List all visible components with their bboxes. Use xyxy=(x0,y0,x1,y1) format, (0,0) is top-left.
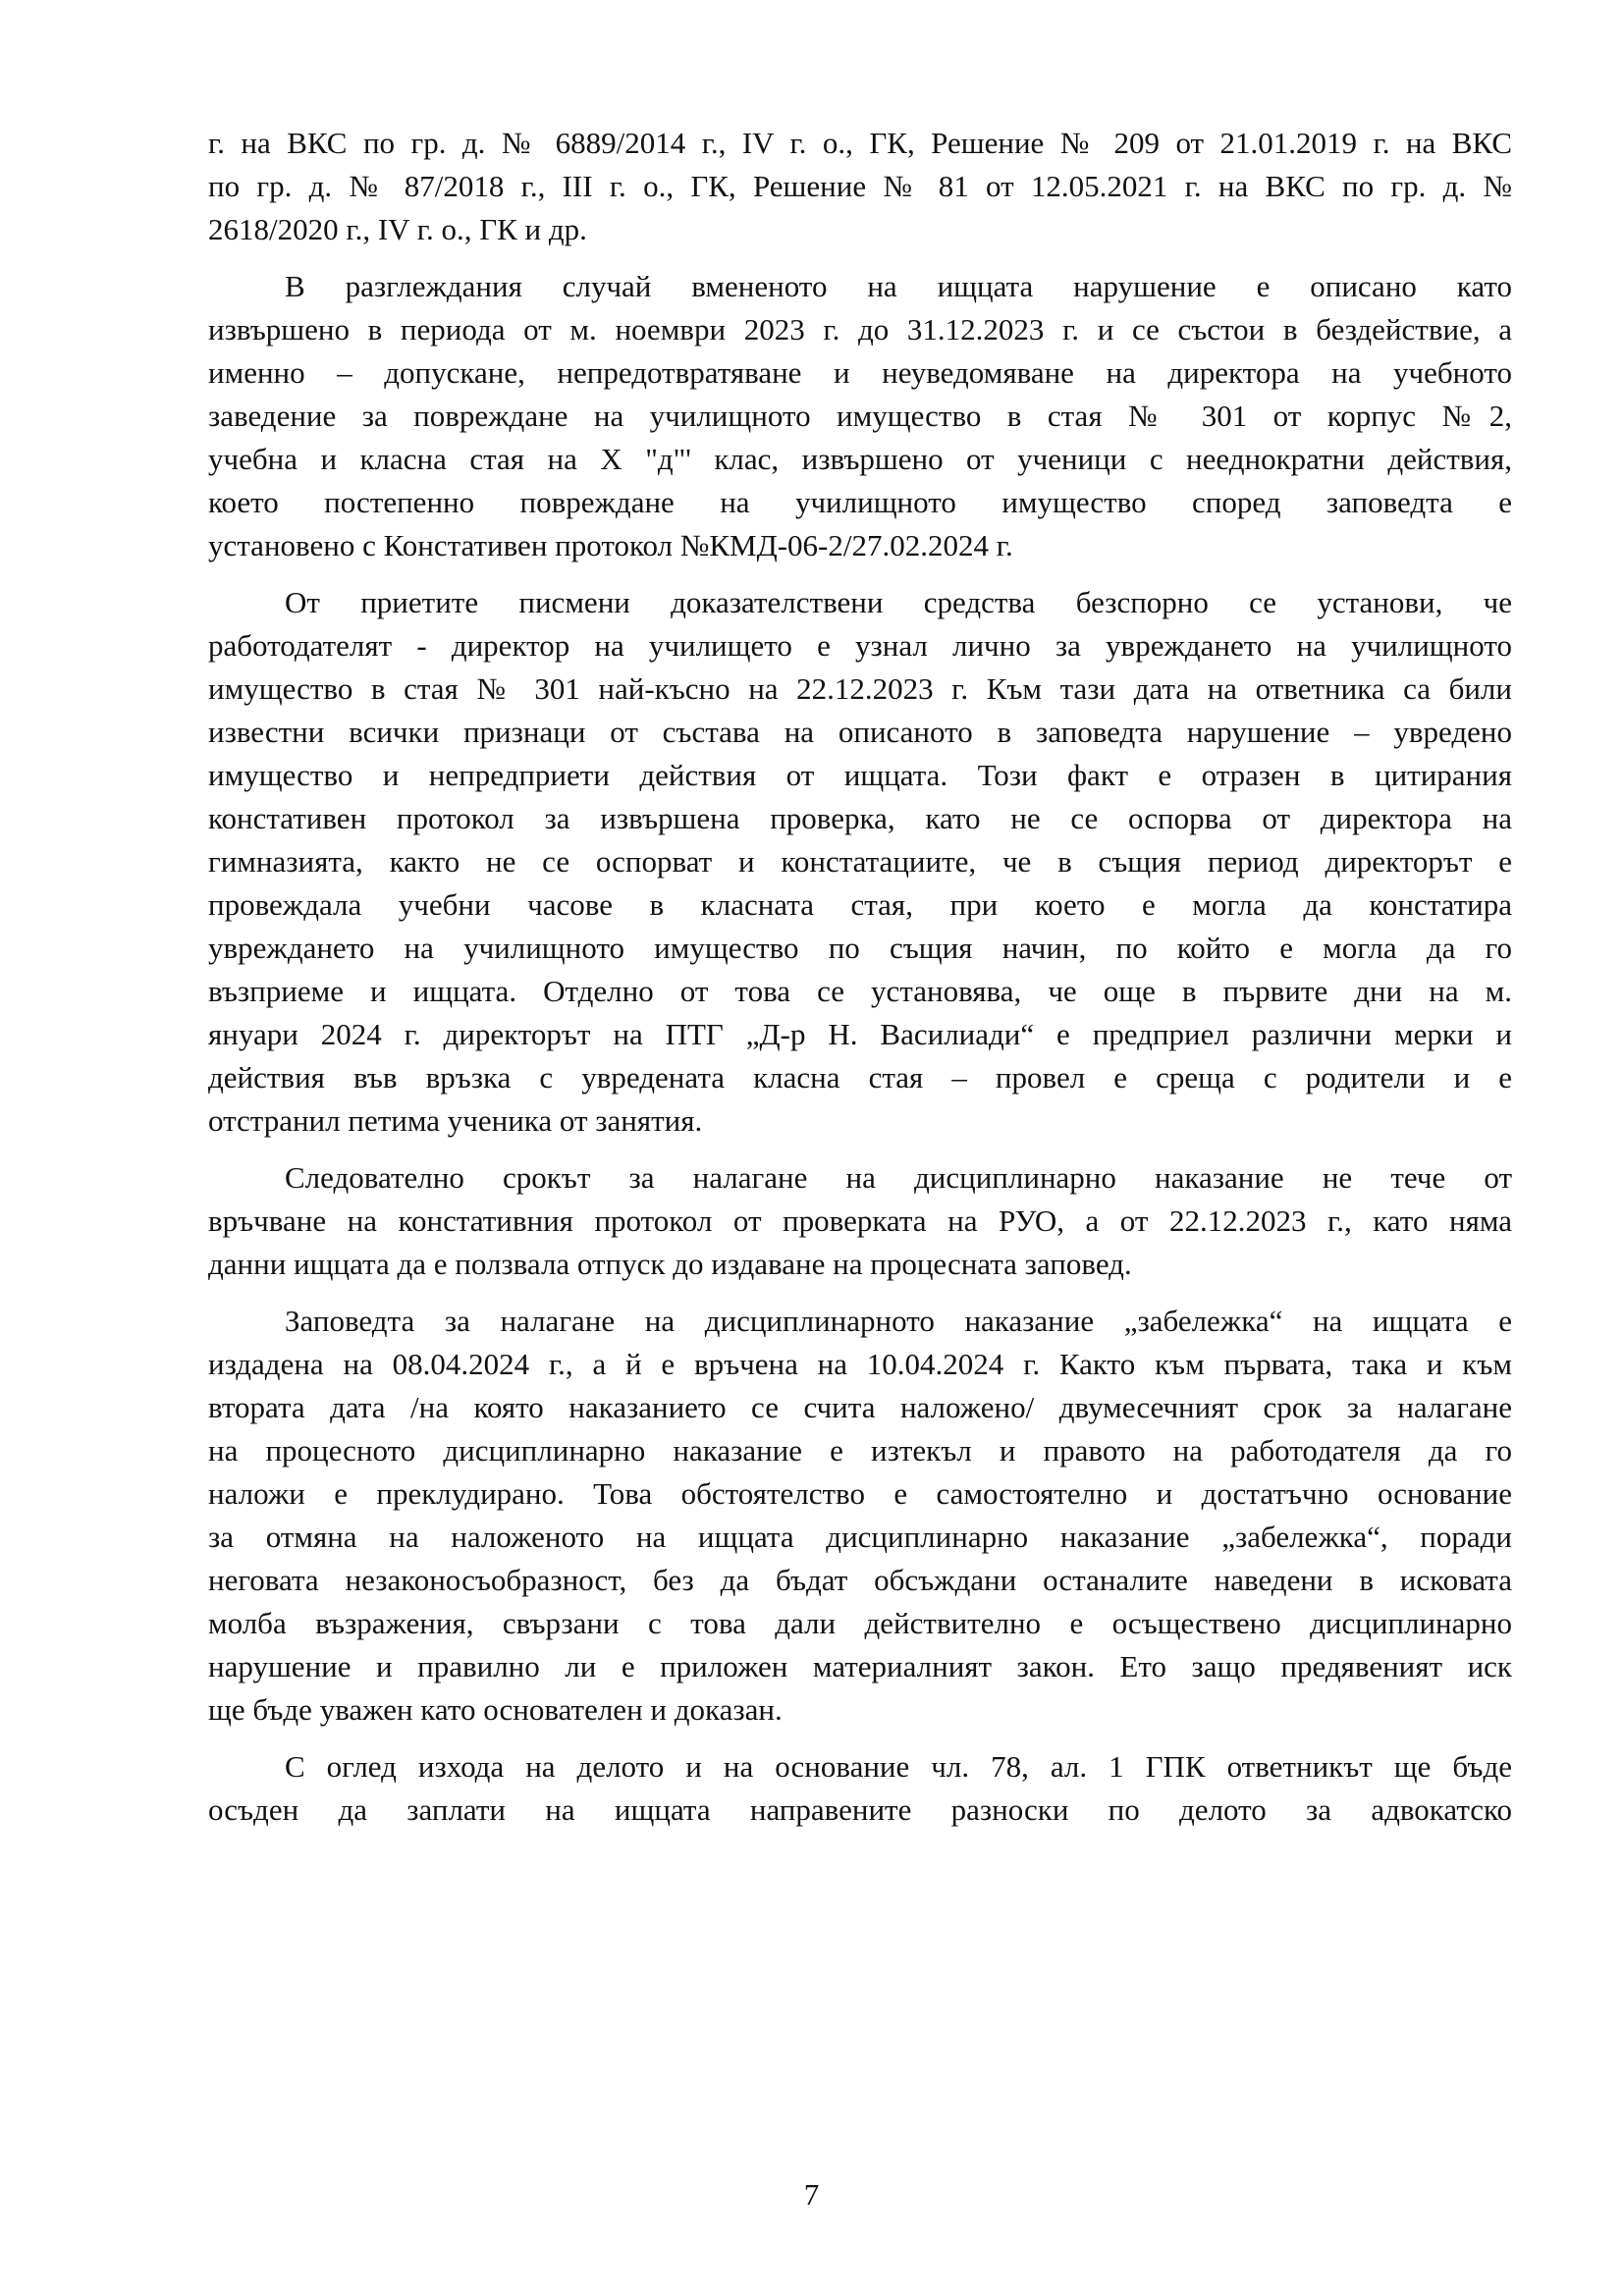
text-line: С оглед изхода на делото и на основание чл. 78, ал. 1 ГПК ответникът ще бъде xyxy=(285,1749,1512,1784)
text-line: на процесното дисциплинарно наказание е изтекъл и правото на работодателя да го xyxy=(208,1433,1512,1468)
text-line: Следователно срокът за налагане на дисциплинарно наказание не тече от xyxy=(285,1160,1512,1195)
text-line: неговата незаконосъобразност, без да бъдат обсъждани останалите наведени в исковата xyxy=(208,1563,1512,1597)
paragraph xyxy=(208,581,1512,1143)
text-line: работодателят - директор на училището е узнал лично за увреждането на училищното xyxy=(208,628,1512,663)
text-line: втората дата /на която наказанието се счита наложено/ двумесечният срок за налагане xyxy=(208,1390,1512,1424)
text-line: което постепенно повреждане на училищното имущество според заповедта е xyxy=(208,485,1512,519)
text-line: възприеме и ищцата. Отделно от това се установява, че още в първите дни на м. xyxy=(208,974,1512,1008)
text-line: издадена на 08.04.2024 г., а й е връчена на 10.04.2024 г. Както към първата, така и към xyxy=(208,1347,1512,1381)
text-line: Заповедта за налагане на дисциплинарното наказание „забележка“ на ищцата е xyxy=(285,1304,1512,1338)
text-line: януари 2024 г. директорът на ПТГ „Д-р Н. Василиади“ е предприел различни мерки и xyxy=(208,1017,1512,1051)
text-line: увреждането на училищното имущество по същия начин, по който е могла да го xyxy=(208,931,1512,965)
text-line: констативен протокол за извършена проверка, като не се оспорва от директора на xyxy=(208,801,1512,835)
text-line: г. на ВКС по гр. д. № 6889/2014 г., IV г. о., ГК, Решение № 209 от 21.01.2019 г. на ВКС xyxy=(208,126,1512,160)
text-line: действия във връзка с увредената класна стая – провел е среща с родители и е xyxy=(208,1060,1512,1095)
text-line: учебна и класна стая на Х "д"' клас, извършено от ученици с нееднократни действия, xyxy=(208,442,1512,476)
text-line: 2618/2020 г., IV г. о., ГК и др. xyxy=(208,212,587,246)
text-line: за отмяна на наложеното на ищцата дисциплинарно наказание „забележка“, поради xyxy=(208,1520,1512,1554)
text-line: молба възражения, свързани с това дали действително е осъществено дисциплинарно xyxy=(208,1606,1512,1640)
text-line: провеждала учебни часове в класната стая, при което е могла да констатира xyxy=(208,887,1512,922)
text-line: имущество и непредприети действия от ищцата. Този факт е отразен в цитирания xyxy=(208,758,1512,792)
paragraph xyxy=(208,122,1512,251)
text-line: връчване на констативния протокол от проверката на РУО, а от 22.12.2023 г., като няма xyxy=(208,1203,1512,1238)
text-line: именно – допускане, непредотвратяване и неуведомяване на директора на учебното xyxy=(208,355,1512,390)
text-line: установено с Констативен протокол №КМД-06-2/27.02.2024 г. xyxy=(208,528,1013,562)
text-line: заведение за повреждане на училищното имущество в стая № 301 от корпус №2, xyxy=(208,399,1512,433)
text-line: В разглеждания случай вмененото на ищцата нарушение е описано като xyxy=(285,269,1512,303)
text-line: ще бъде уважен като основателен и доказан. xyxy=(208,1692,783,1727)
paragraph xyxy=(208,1156,1512,1286)
text-line: осъден да заплати на ищцата направените разноски по делото за адвокатско xyxy=(208,1792,1512,1827)
text-line: извършено в периода от м. ноември 2023 г. до 31.12.2023 г. и се състои в бездействие, а xyxy=(208,312,1512,347)
document-page xyxy=(208,122,1512,1845)
paragraph xyxy=(208,1300,1512,1732)
text-line: известни всички признаци от състава на описаното в заповедта нарушение – увредено xyxy=(208,715,1512,749)
paragraph xyxy=(208,265,1512,567)
text-line: по гр. д. № 87/2018 г., III г. о., ГК, Решение № 81 от 12.05.2021 г. на ВКС по гр. д. № xyxy=(208,169,1512,203)
text-line: От приетите писмени доказателствени средства безспорно се установи, че xyxy=(285,585,1512,619)
text-line: наложи е преклудирано. Това обстоятелство е самостоятелно и достатъчно основание xyxy=(208,1476,1512,1511)
text-line: гимназията, както не се оспорват и констатациите, че в същия период директорът е xyxy=(208,844,1512,879)
text-line: отстранил петима ученика от занятия. xyxy=(208,1103,703,1138)
text-line: нарушение и правилно ли е приложен материалният закон. Ето защо предявеният иск xyxy=(208,1649,1512,1683)
paragraph xyxy=(208,1745,1512,1832)
page-number: 7 xyxy=(803,2177,820,2212)
text-line: имущество в стая № 301 най-късно на 22.12.2023 г. Към тази дата на ответника са били xyxy=(208,671,1512,706)
text-line: данни ищцата да е ползвала отпуск до издаване на процесната заповед. xyxy=(208,1247,1132,1281)
